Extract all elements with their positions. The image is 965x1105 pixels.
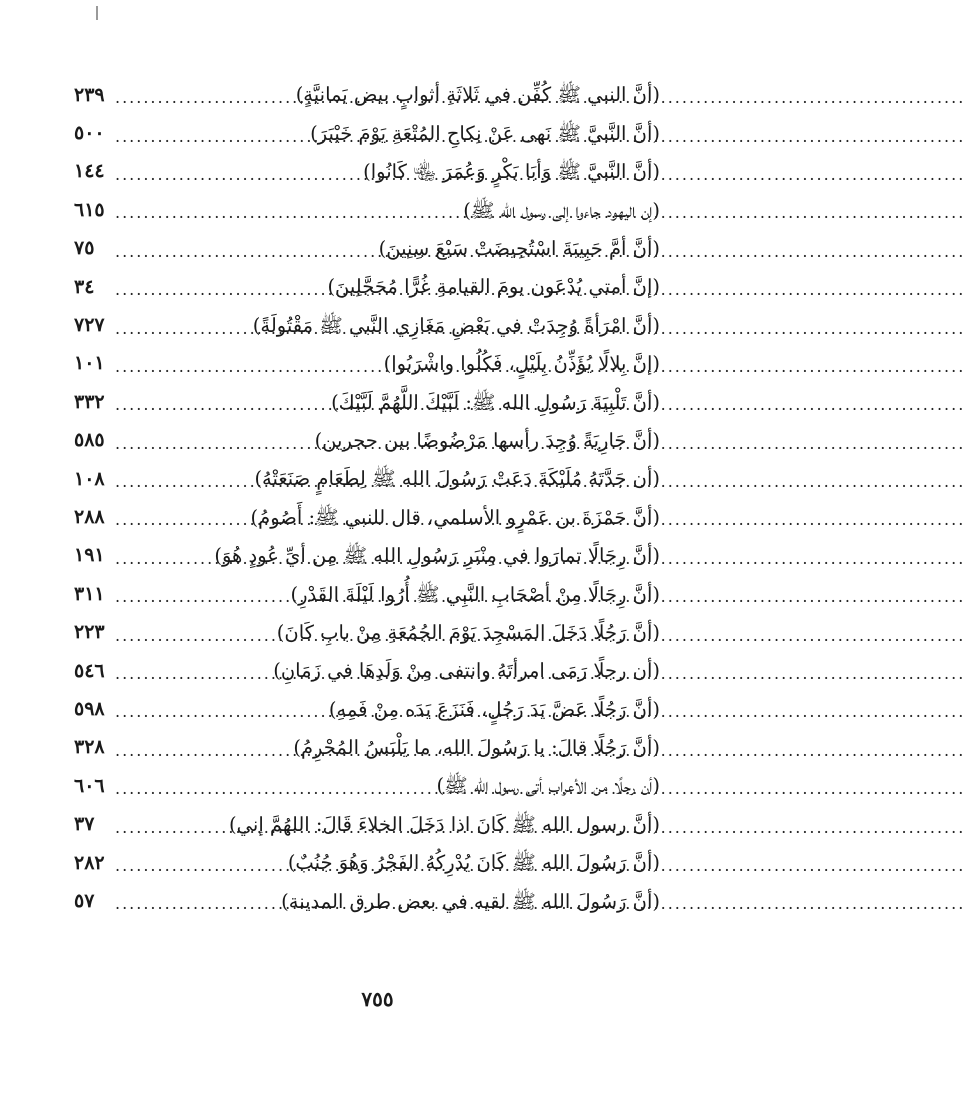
dot-leader: [115, 244, 374, 260]
entry-text: (أنَّ النَّبيَّ ﷺ نَهى عَنْ نِكاحِ المُتْعَةِ يَوْمَ خَيْبَرَ): [310, 121, 660, 145]
entry-text: (أنَّ رَجُلًا عَضَّ يَدَ رَجُلٍ، فَنَزَعَ يَدَه مِنْ فَمِهِ): [328, 697, 660, 721]
dot-leader: [115, 666, 268, 682]
dot-leader: [115, 167, 358, 183]
dot-leader: [115, 781, 432, 797]
entry-text: (أن جَدَّتَهُ مُلَيْكَةَ دَعَتْ رَسُولَ الله ﷺ لِطَعَامٍ صَنَعَتْهُ): [254, 467, 660, 491]
entry-text: (أنَّ رِجَالًا مِنْ أصْحَابِ النَّبِي ﷺ أُرُوا لَيْلَةَ القَدْرِ): [290, 582, 660, 606]
entry-page-number: ١٠١: [74, 352, 105, 375]
entry-text: (أنَّ النبي ﷺ كُفِّن في ثَلاثَةِ أثوابٍ بيض يَمانيَّةٍ): [295, 83, 660, 107]
entry-text: (أنَّ النَّبيَّ ﷺ وَأبَا بَكْرٍ وَعُمَرَ ﵄ كَانُوا): [363, 160, 660, 184]
entry-text: (إنَّ بِلالًا يُؤَذِّنُ بِلَيْلٍ، فَكُلُوا واشْرَبُوا): [383, 352, 660, 376]
entry-page-number: ٥٧: [74, 889, 95, 912]
index-entry: [74, 230, 660, 268]
entry-page-number: ١٠٨: [74, 467, 105, 490]
entry-page-number: ٥٤٦: [74, 659, 105, 682]
index-entry: [74, 498, 660, 536]
entry-text: (أنَّ رَسُولَ الله ﷺ لقيه في بعض طرق المدينة): [281, 889, 660, 913]
index-entry: [74, 767, 660, 805]
entry-page-number: ٧٥: [74, 237, 95, 260]
dot-leader: [115, 205, 458, 221]
entry-page-number: ٧٢٧: [74, 314, 105, 337]
index-entry: [74, 805, 660, 843]
entry-page-number: ٢٢٣: [74, 621, 105, 644]
index-entry: [74, 652, 660, 690]
dot-leader: [115, 512, 246, 528]
dot-leader: [115, 704, 324, 720]
dot-leader: [115, 551, 209, 567]
index-entry: [74, 383, 660, 421]
entry-page-number: ٦٠٦: [74, 774, 105, 797]
entry-text: (أنَّ رَجُلًا دَخَلَ المَسْجِدَ يَوْمَ الجُمُعَةِ مِنْ بابِ كَانَ): [276, 620, 660, 644]
dot-leader: [115, 896, 276, 912]
dot-leader: [115, 359, 379, 375]
entry-page-number: ٦١٥: [74, 198, 105, 221]
entry-page-number: ٣٧: [74, 813, 95, 836]
entry-text: (إنَّ أمتي يُدْعَون يومَ القيامةِ غُرًّا مُحَجَّلِينَ): [327, 275, 660, 299]
dot-leader: [115, 820, 224, 836]
entry-page-number: ٢٨٢: [74, 851, 105, 874]
index-entry: [74, 690, 660, 728]
index-entry: [74, 76, 660, 114]
dot-leader: [115, 282, 322, 298]
entry-text: (أنَّ أمَّ حَبِيبَةَ اسْتُحِيضَتْ سَبْعَ سِنِينَ): [378, 237, 660, 260]
entry-page-number: ٥٨٥: [74, 429, 105, 452]
entry-page-number: ٣٣٢: [74, 390, 105, 413]
entry-page-number: ١٤٤: [74, 160, 105, 183]
dot-leader: [115, 90, 291, 106]
dot-leader: [115, 321, 248, 337]
dot-leader: [115, 474, 249, 490]
entry-text: (أن رجلًا رَمَى امرأتَهُ وانتفى مِنْ وَلَدِهَا في زَمَانِ): [273, 659, 660, 683]
hadith-index-list: [74, 76, 660, 921]
index-entry: [74, 153, 660, 191]
entry-text: (أنَّ رِجَالًا تمارَوا في مِنْبَرِ رَسُولِ الله ﷺ مِن أيِّ عُودٍ هُوَ): [214, 544, 660, 568]
index-entry: [74, 844, 660, 882]
entry-text: (أنَّ جَارِيَةً وُجِدَ رأسها مَرْضُوضًا بين حجرين): [314, 428, 660, 452]
index-entry: [74, 268, 660, 306]
entry-text: (أنَّ رسول الله ﷺ كَانَ اذا دَخَلَ الخلاءَ قَالَ: اللهُمَّ إني): [229, 812, 660, 836]
index-entry: [74, 191, 660, 229]
dot-leader: [115, 858, 283, 874]
index-entry: [74, 882, 660, 920]
dot-leader: [115, 743, 288, 759]
index-entry: [74, 460, 660, 498]
scan-corner-mark: [96, 6, 98, 20]
entry-text: (أنَّ رَسُولَ الله ﷺ كَانَ يُدْرِكُهُ الفَجْرُ وَهُوَ جُنُبٌ): [287, 851, 660, 875]
dot-leader: [115, 436, 310, 452]
entry-text: (أنَّ حَمْزَةَ بن عَمْرٍو الأسلمي، قال للنبي ﷺ: أَصُومُ): [250, 505, 660, 529]
entry-text: (أنَّ امْرَأةً وُجِدَتْ في بَعْضِ مَغَازِي النَّبي ﷺ مَقْتُولَةً): [252, 313, 660, 337]
dot-leader: [115, 589, 286, 605]
index-entry: [74, 537, 660, 575]
entry-page-number: ٣٤: [74, 275, 95, 298]
dot-leader: [115, 397, 326, 413]
entry-text: (إن اليهود جاءوا إلى رسول الله ﷺ): [463, 198, 660, 222]
entry-text: (أن رجلًا من الأعراب أتى رسول الله ﷺ): [436, 774, 660, 798]
index-entry: [74, 306, 660, 344]
index-entry: [74, 422, 660, 460]
entry-page-number: ٥٠٠: [74, 122, 105, 145]
index-entry: [74, 575, 660, 613]
dot-leader: [115, 129, 305, 145]
entry-page-number: ٣٢٨: [74, 736, 105, 759]
index-entry: [74, 345, 660, 383]
entry-page-number: ٣١١: [74, 582, 105, 605]
entry-page-number: ٢٣٩: [74, 83, 105, 106]
index-entry: [74, 729, 660, 767]
entry-page-number: ٥٩٨: [74, 697, 105, 720]
index-entry: [74, 613, 660, 651]
entry-page-number: ١٩١: [74, 544, 105, 567]
dot-leader: [115, 628, 272, 644]
entry-text: (أنَّ تَلْبِيَةَ رَسُولِ الله ﷺ: لَبَّيْكَ اللَّهُمَّ لَبَّيْكَ): [331, 390, 660, 414]
entry-page-number: ٢٨٨: [74, 505, 105, 528]
page-number: ٧٥٥: [361, 987, 394, 1011]
index-entry: [74, 114, 660, 152]
entry-text: (أنَّ رَجُلًا قالَ: يا رَسُولَ الله، ما يَلْبَسُ المُحْرِمُ): [293, 736, 660, 760]
